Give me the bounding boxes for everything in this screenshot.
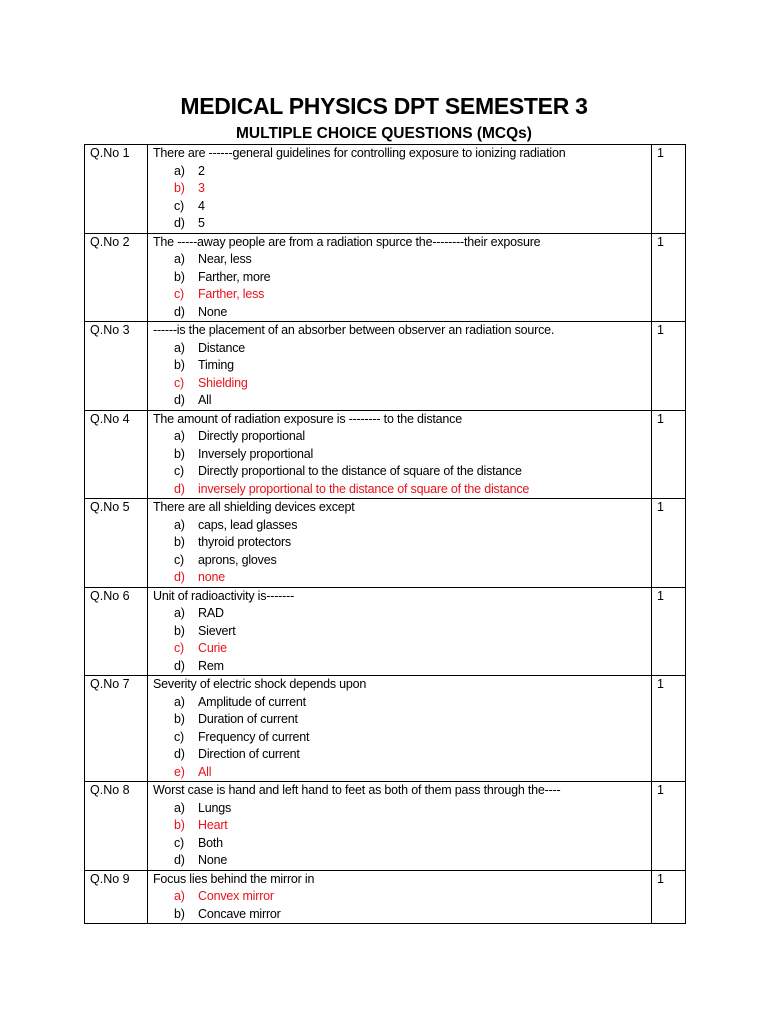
option-letter: b) [174,623,185,638]
option-item [174,163,646,181]
option-text: Farther, less [198,287,265,301]
option-letter: d) [174,747,185,761]
options-list [153,163,646,233]
table-row [85,145,686,234]
option-letter: d) [174,393,185,407]
option-text: RAD [198,606,224,620]
option-text: None [198,853,228,867]
table-row [85,322,686,411]
options-list [153,340,646,410]
question-number: Q.No 6 [85,587,148,676]
option-letter: c) [174,729,185,744]
option-text: Duration of current [198,712,298,726]
option-letter: b) [174,446,185,461]
options-list [153,888,646,923]
document-subtitle: MULTIPLE CHOICE QUESTIONS (MCQs) [236,125,532,142]
option-text: 4 [198,198,205,213]
question-number: Q.No 7 [85,676,148,782]
question-number: Q.No 3 [85,322,148,411]
question-cell [148,782,652,871]
option-item [174,711,646,729]
option-letter: b) [174,818,185,832]
option-text: aprons, gloves [198,552,277,567]
option-letter: c) [174,375,185,390]
marks-cell: 1 [652,870,686,924]
option-letter: c) [174,464,185,478]
question-cell [148,322,652,411]
option-item [174,215,646,233]
option-item [174,357,646,375]
option-item [174,251,646,269]
marks-cell: 1 [652,782,686,871]
option-letter: d) [174,853,185,867]
option-text: Near, less [198,252,252,266]
option-letter: c) [174,835,185,850]
option-text: Heart [198,818,228,832]
question-text: There are all shielding devices except [153,500,355,514]
option-letter: d) [174,216,185,230]
option-text: Shielding [198,375,248,390]
question-number: Q.No 9 [85,870,148,924]
option-letter: a) [174,252,185,266]
option-letter: a) [174,800,185,815]
question-cell [148,587,652,676]
option-letter: b) [174,181,185,195]
table-row [85,410,686,499]
correct-option [174,569,646,587]
question-number: Q.No 1 [85,145,148,234]
option-text: None [198,304,228,319]
question-text: Unit of radioactivity is------- [153,588,295,603]
marks-cell: 1 [652,233,686,322]
option-letter: c) [174,287,185,301]
question-text: The amount of radiation exposure is -------- to the distance [153,411,462,426]
option-letter: a) [174,517,185,532]
option-text: none [198,570,226,584]
options-list [153,428,646,498]
correct-option [174,481,646,499]
option-letter: c) [174,641,185,655]
option-letter: a) [174,694,185,709]
option-text: Rem [198,658,224,673]
option-text: Direction of current [198,747,300,761]
option-item [174,746,646,764]
option-letter: d) [174,658,185,673]
question-text: The -----away people are from a radiation spurce the--------their exposure [153,234,541,249]
table-row [85,782,686,871]
option-item [174,446,646,464]
options-list [153,694,646,782]
correct-option [174,180,646,198]
option-item [174,729,646,747]
option-item [174,906,646,924]
marks-cell: 1 [652,587,686,676]
question-cell [148,410,652,499]
option-letter: d) [174,570,185,584]
correct-option [174,817,646,835]
option-letter: a) [174,163,185,178]
option-item [174,694,646,712]
option-letter: a) [174,429,185,443]
option-item [174,552,646,570]
table-row [85,676,686,782]
question-number: Q.No 4 [85,410,148,499]
option-item [174,428,646,446]
option-item [174,623,646,641]
question-number: Q.No 2 [85,233,148,322]
option-letter: b) [174,358,185,372]
option-letter: a) [174,340,185,355]
question-cell [148,233,652,322]
options-list [153,605,646,675]
question-text: ------is the placement of an absorber between observer an radiation source. [153,323,555,337]
table-row [85,870,686,924]
marks-cell: 1 [652,410,686,499]
option-text: Inversely proportional [198,446,314,461]
mcq-table [84,144,686,924]
option-letter: c) [174,552,185,567]
marks-cell: 1 [652,322,686,411]
option-letter: a) [174,889,185,903]
question-cell [148,499,652,588]
options-list [153,251,646,321]
option-letter: d) [174,481,185,496]
question-number: Q.No 8 [85,782,148,871]
option-text: Farther, more [198,269,271,284]
option-item [174,852,646,870]
options-list [153,517,646,587]
option-text: Directly proportional to the distance of square of the distance [198,464,522,478]
option-text: 5 [198,216,205,230]
option-letter: d) [174,304,185,319]
question-text: Worst case is hand and left hand to feet as both of them pass through the---- [153,783,561,797]
option-item [174,605,646,623]
question-text: Focus lies behind the mirror in [153,871,315,886]
option-item [174,269,646,287]
correct-option [174,640,646,658]
option-text: Concave mirror [198,906,281,921]
correct-option [174,286,646,304]
option-text: Frequency of current [198,729,310,744]
option-item [174,800,646,818]
question-cell [148,870,652,924]
question-text: Severity of electric shock depends upon [153,677,367,691]
options-list [153,800,646,870]
question-cell [148,145,652,234]
option-text: inversely proportional to the distance of square of the distance [198,481,530,496]
option-item [174,658,646,676]
option-text: Amplitude of current [198,694,306,709]
option-text: 2 [198,163,205,178]
option-text: thyroid protectors [198,535,291,549]
option-text: Timing [198,358,234,372]
option-item [174,304,646,322]
option-text: 3 [198,181,205,195]
marks-cell: 1 [652,145,686,234]
option-text: All [198,393,212,407]
option-item [174,835,646,853]
option-text: Both [198,835,223,850]
option-text: All [198,764,212,779]
option-item [174,392,646,410]
option-letter: b) [174,906,185,921]
marks-cell: 1 [652,499,686,588]
table-row [85,233,686,322]
table-row [85,587,686,676]
option-letter: b) [174,712,185,726]
option-item [174,534,646,552]
option-letter: b) [174,535,185,549]
question-text: There are ------general guidelines for controlling exposure to ionizing radiation [153,146,566,160]
document-title: MEDICAL PHYSICS DPT SEMESTER 3 [180,93,588,119]
option-letter: a) [174,606,185,620]
option-text: caps, lead glasses [198,517,298,532]
question-number: Q.No 5 [85,499,148,588]
table-row [85,499,686,588]
option-item [174,517,646,535]
option-text: Lungs [198,800,232,815]
option-item [174,198,646,216]
question-cell [148,676,652,782]
option-text: Distance [198,340,246,355]
option-text: Curie [198,641,227,655]
option-text: Directly proportional [198,429,305,443]
option-text: Sievert [198,623,236,638]
correct-option [174,375,646,393]
option-letter: b) [174,269,185,284]
option-letter: c) [174,198,185,213]
option-item [174,463,646,481]
marks-cell: 1 [652,676,686,782]
option-text: Convex mirror [198,889,274,903]
correct-option [174,888,646,906]
correct-option [174,764,646,782]
option-letter: e) [174,764,185,779]
option-item [174,340,646,358]
mcq-table-body [85,145,686,924]
